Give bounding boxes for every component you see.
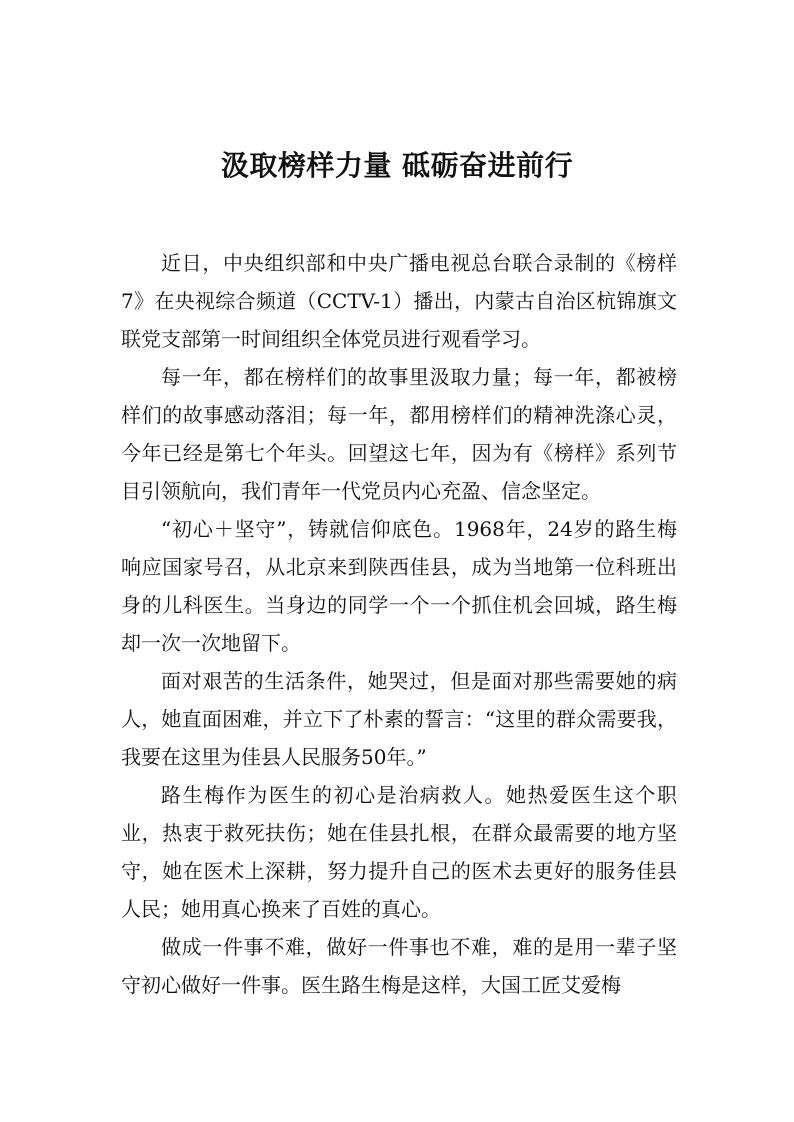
document-title: 汲取榜样力量 砥砺奋进前行 xyxy=(220,149,574,182)
paragraph: 做成一件事不难，做好一件事也不难，难的是用一辈子坚守初心做好一件事。医生路生梅是这样，大国工匠艾爱梅 xyxy=(121,935,677,997)
document-body xyxy=(121,244,677,1004)
paragraph: 路生梅作为医生的初心是治病救人。她热爱医生这个职业，热衷于救死扶伤；她在佳县扎根，在群众最需要的地方坚守，她在医术上深耕，努力提升自己的医术去更好的服务佳县人民；她用真心换来了百姓的真心。 xyxy=(121,783,677,921)
paragraph: 近日，中央组织部和中央广播电视总台联合录制的《榜样7》在央视综合频道（CCTV-1）播出，内蒙古自治区杭锦旗文联党支部第一时间组织全体党员进行观看学习。 xyxy=(121,251,677,351)
paragraph: 每一年，都在榜样们的故事里汲取力量；每一年，都被榜样们的故事感动落泪；每一年，都用榜样们的精神洗涤心灵，今年已经是第七个年头。回望这七年，因为有《榜样》系列节目引领航向，我们青年一代党员内心充盈、信念坚定。 xyxy=(121,365,677,503)
paragraph: “初心＋坚守”，铸就信仰底色。1968年，24岁的路生梅响应国家号召，从北京来到陕西佳县，成为当地第一位科班出身的儿科医生。当身边的同学一个一个抓住机会回城，路生梅却一次一次地留下。 xyxy=(121,517,677,655)
paragraph: 面对艰苦的生活条件，她哭过，但是面对那些需要她的病人，她直面困难，并立下了朴素的誓言：“这里的群众需要我，我要在这里为佳县人民服务50年。” xyxy=(121,669,677,769)
